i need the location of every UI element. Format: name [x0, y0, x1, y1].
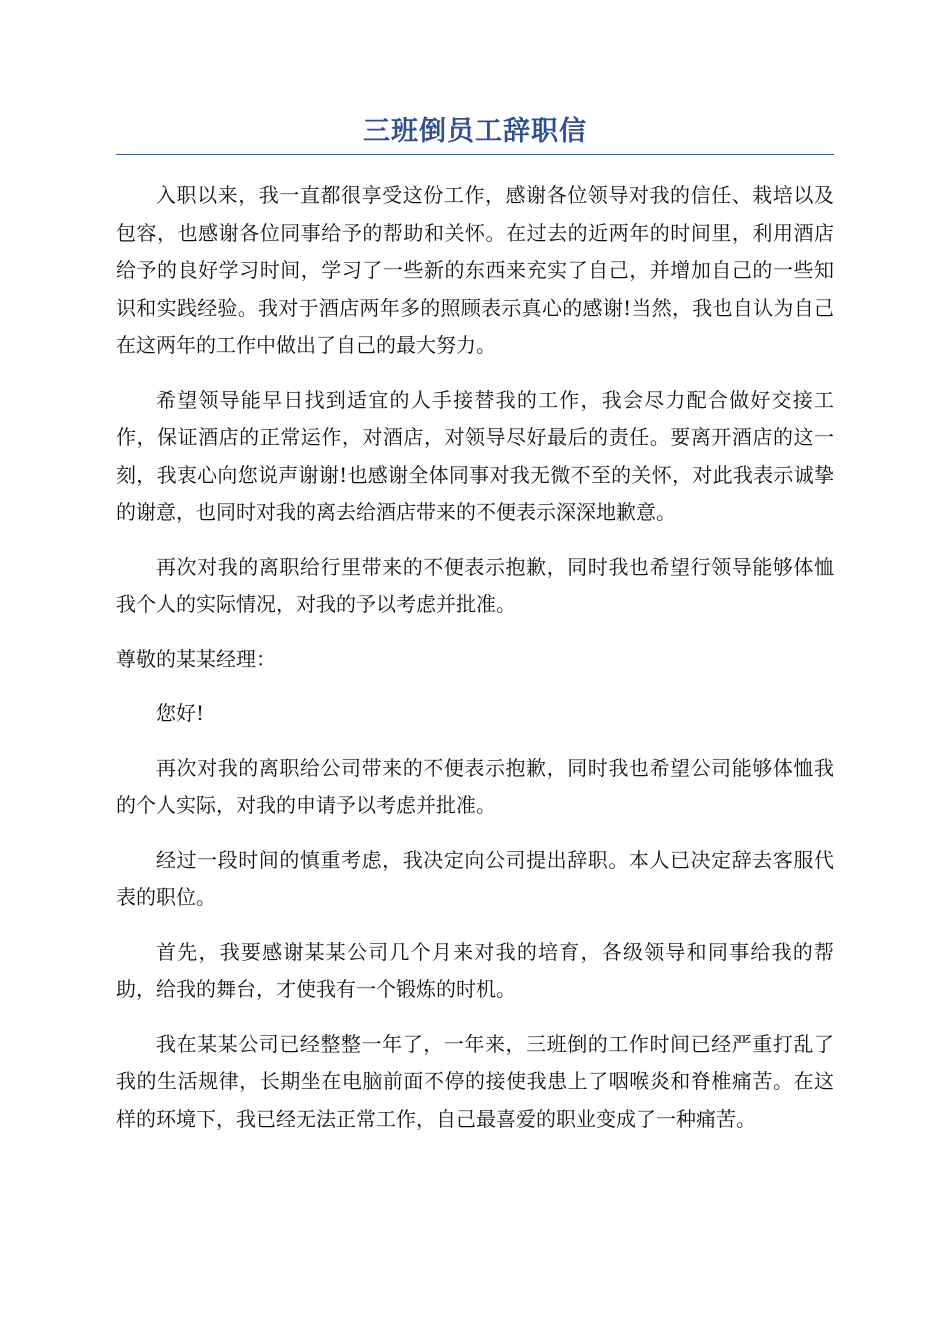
paragraph-8: 首先，我要感谢某某公司几个月来对我的培育，各级领导和同事给我的帮助，给我的舞台，才使我有一个锻炼的时机。 [116, 939, 834, 1001]
paragraph-1: 入职以来，我一直都很享受这份工作，感谢各位领导对我的信任、栽培以及包容，也感谢各位同事给予的帮助和关怀。在过去的近两年的时间里，利用酒店给予的良好学习时间，学习了一些新的东西来充实了自己，并增加自己的一些知识和实践经验。我对于酒店两年多的照顾表示真心的感谢!当然，我也自认为自己在这两年的工作中做出了自己的最大努力。 [116, 183, 834, 357]
paragraph-9: 我在某某公司已经整整一年了，一年来，三班倒的工作时间已经严重打乱了我的生活规律，长期坐在电脑前面不停的接使我患上了咽喉炎和脊椎痛苦。在这样的环境下，我已经无法正常工作，自己最喜爱的职业变成了一种痛苦。 [116, 1031, 834, 1131]
title-underline [116, 154, 834, 155]
paragraph-2: 希望领导能早日找到适宜的人手接替我的工作，我会尽力配合做好交接工作，保证酒店的正常运作，对酒店，对领导尽好最后的责任。要离开酒店的这一刻，我衷心向您说声谢谢!也感谢全体同事对我无微不至的关怀，对此我表示诚挚的谢意，也同时对我的离去给酒店带来的不便表示深深地歉意。 [116, 387, 834, 524]
document-page [116, 112, 834, 1155]
greeting: 您好! [156, 701, 205, 725]
paragraph-3: 再次对我的离职给行里带来的不便表示抱歉，同时我也希望行领导能够体恤我个人的实际情况，对我的予以考虑并批准。 [116, 554, 834, 616]
paragraph-6: 再次对我的离职给公司带来的不便表示抱歉，同时我也希望公司能够体恤我的个人实际，对我的申请予以考虑并批准。 [116, 755, 834, 817]
document-body [116, 177, 834, 1138]
document-title: 三班倒员工辞职信 [363, 116, 587, 147]
salutation: 尊敬的某某经理： [116, 646, 276, 671]
paragraph-7: 经过一段时间的慎重考虑，我决定向公司提出辞职。本人已决定辞去客服代表的职位。 [116, 847, 834, 909]
